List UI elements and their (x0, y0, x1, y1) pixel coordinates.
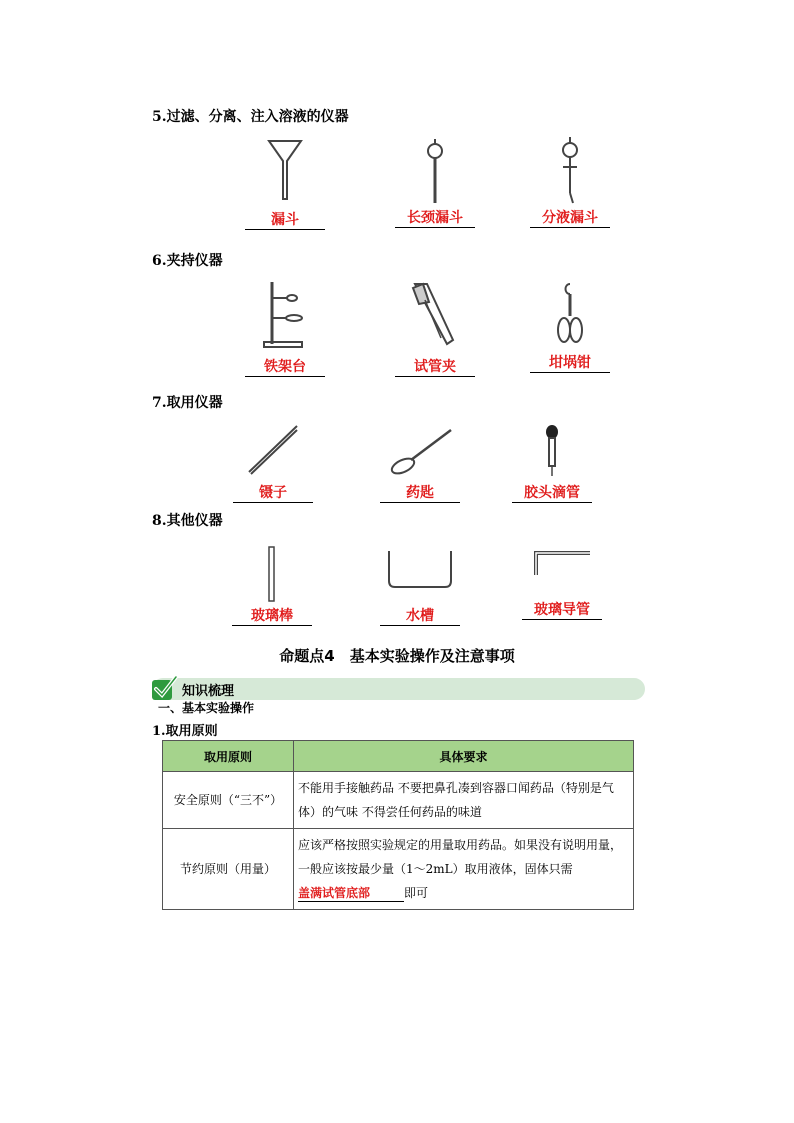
tweezers-item (213, 422, 333, 512)
answer-tweezers: 镊子 (233, 484, 313, 503)
answer-funnel: 漏斗 (245, 211, 325, 230)
water-trough-icon (385, 545, 455, 591)
subheading: 一、基本实验操作 (158, 701, 255, 715)
cell-requirement (294, 829, 634, 910)
rules-table (162, 740, 634, 910)
long-neck-funnel-item (375, 137, 495, 237)
answer-glass-tube: 玻璃导管 (522, 601, 602, 620)
answer-test-tube-holder: 试管夹 (395, 358, 475, 377)
answer-iron-stand: 铁架台 (245, 358, 325, 377)
knowledge-bar (152, 678, 645, 700)
requirement-text: 应该严格按照实验规定的用量取用药品。如果没有说明用量，一般应该按最少量（1～2mL）取用液体，固体只需 (298, 838, 623, 876)
iron-stand-icon (260, 280, 310, 350)
header-principle: 取用原则 (163, 741, 294, 772)
test-tube-holder-item (375, 280, 495, 380)
iron-stand-item (225, 280, 345, 380)
separatory-funnel-icon (555, 137, 585, 207)
test-tube-holder-icon (405, 280, 465, 350)
spatula-item (360, 422, 480, 512)
requirement-text-end: 即可 (404, 886, 429, 900)
table-row (163, 772, 634, 829)
glass-rod-icon (262, 545, 282, 603)
glass-tube-item (502, 545, 622, 635)
section-heading-4: 命题点4 基本实验操作及注意事项 (279, 647, 515, 665)
table-row (163, 829, 634, 910)
glass-rod-item (212, 545, 332, 635)
answer-crucible-tongs: 坩埚钳 (530, 354, 610, 373)
long-neck-funnel-icon (420, 137, 450, 207)
checkmark-icon (150, 674, 178, 702)
water-trough-item (360, 545, 480, 635)
section-6-title: 6.夹持仪器 (152, 253, 223, 269)
answer-water-trough: 水槽 (380, 607, 460, 626)
funnel-item (225, 137, 345, 237)
answer-blank: 盖满试管底部 (298, 885, 404, 902)
answer-long-neck-funnel: 长颈漏斗 (395, 209, 475, 228)
header-requirement: 具体要求 (294, 741, 634, 772)
cell-principle: 安全原则（“三不”） (163, 772, 294, 829)
table-header-row (163, 741, 634, 772)
knowledge-bar-label: 知识梳理 (182, 684, 235, 699)
glass-tube-icon (530, 545, 594, 579)
dropper-item (492, 422, 612, 512)
crucible-tongs-item (510, 280, 630, 380)
separatory-funnel-item (510, 137, 630, 237)
cell-principle: 节约原则（用量） (163, 829, 294, 910)
dropper-icon (537, 422, 567, 477)
answer-spatula: 药匙 (380, 484, 460, 503)
tweezers-icon (243, 422, 303, 477)
section-5-title: 5.过滤、分离、注入溶液的仪器 (152, 109, 349, 125)
section-7-title: 7.取用仪器 (152, 395, 223, 411)
answer-glass-rod: 玻璃棒 (232, 607, 312, 626)
cell-requirement: 不能用手接触药品 不要把鼻孔凑到容器口闻药品（特别是气体）的气味 不得尝任何药品的味道 (294, 772, 634, 829)
answer-dropper: 胶头滴管 (512, 484, 592, 503)
crucible-tongs-icon (550, 280, 590, 346)
spatula-icon (385, 422, 455, 477)
answer-separatory-funnel: 分液漏斗 (530, 209, 610, 228)
funnel-icon (265, 137, 305, 202)
section-8-title: 8.其他仪器 (152, 513, 223, 529)
subsubheading: 1.取用原则 (152, 724, 218, 739)
